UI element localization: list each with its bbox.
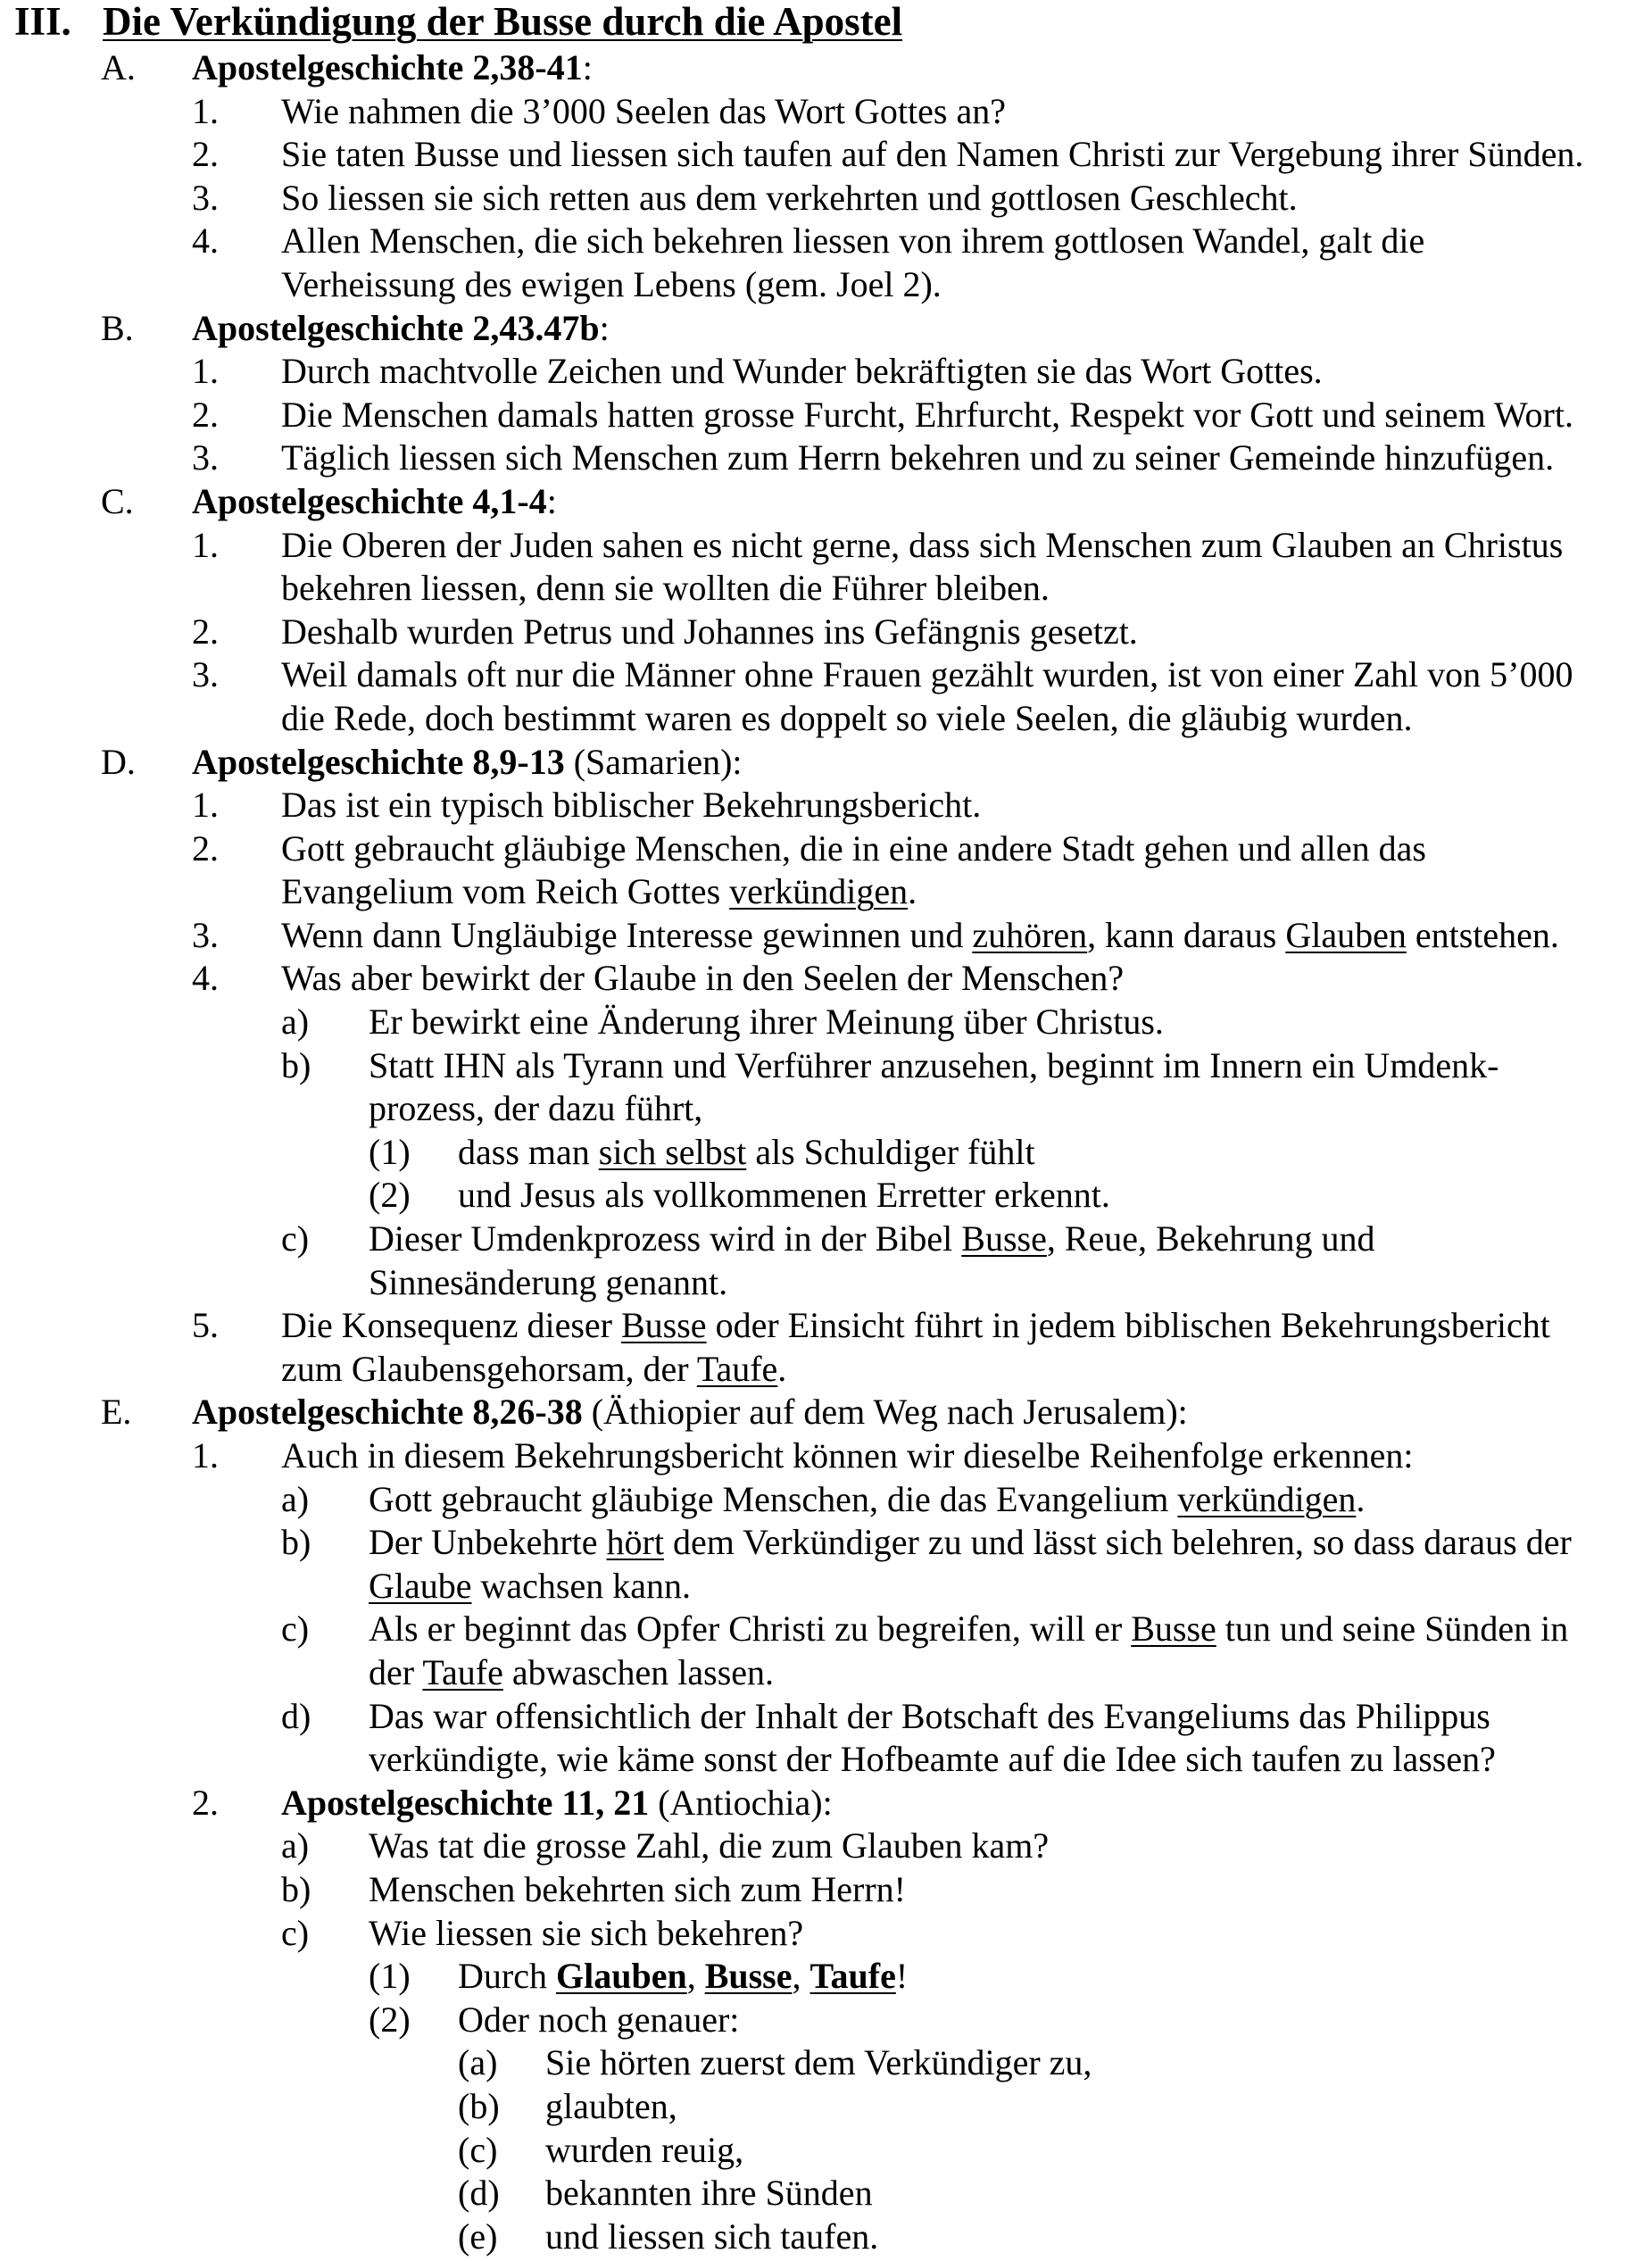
outline-marker: (c) [458, 2129, 498, 2170]
outline-marker: D. [101, 741, 136, 782]
text-run: , Reue, Bekehrung und [1046, 1218, 1375, 1259]
outline-marker: E. [101, 1392, 132, 1433]
outline-text [281, 1434, 1414, 1478]
bold-reference: Glauben [555, 1956, 687, 1997]
outline-list [0, 46, 1652, 2258]
outline-text [458, 1955, 908, 1999]
outline-marker: c) [281, 1912, 310, 1953]
text-run: Er bewirkt eine Änderung ihrer Meinung über Christus. [369, 1002, 1164, 1043]
text-run: glaubten, [545, 2085, 677, 2126]
outline-text [545, 2129, 743, 2173]
outline-line [0, 1218, 1652, 1261]
text-run: die Rede, doch bestimmt waren es doppelt so viele Seelen, die gläubig wurden. [281, 697, 1413, 738]
underlined-word: verkündigen [729, 871, 909, 912]
outline-marker: B. [101, 307, 134, 348]
underlined-word: Taufe [422, 1651, 503, 1692]
text-run: Statt IHN als Tyrann und Verführer anzusehen, beginnt im Innern ein Umdenk- [369, 1044, 1499, 1085]
outline-text [369, 1868, 906, 1912]
outline-line [0, 1825, 1652, 1868]
underlined-word: Glaube [369, 1565, 472, 1606]
outline-marker: 1. [192, 351, 219, 392]
outline-line [0, 524, 1652, 568]
text-run: (Samarien): [564, 741, 743, 782]
outline-text [281, 1304, 1550, 1348]
outline-marker: 3. [192, 914, 219, 955]
outline-text [369, 1044, 1499, 1088]
text-run: abwaschen lassen. [502, 1651, 775, 1692]
outline-text [545, 2041, 1092, 2085]
outline-line [0, 2085, 1652, 2129]
text-run: Gott gebraucht gläubige Menschen, die das Evangelium [369, 1478, 1178, 1519]
text-run: , [792, 1956, 810, 1997]
outline-line [0, 957, 1652, 1001]
outline-marker: c) [281, 1218, 310, 1259]
text-run: ! [895, 1956, 909, 1997]
outline-text [281, 567, 1050, 611]
outline-line [0, 1131, 1652, 1175]
text-run: zum Glaubensgehorsam, der [281, 1348, 697, 1389]
outline-line [0, 1348, 1652, 1392]
text-run: wachsen kann. [471, 1565, 691, 1606]
outline-line [0, 1261, 1652, 1305]
bold-reference: Busse [704, 1956, 793, 1997]
outline-marker: a) [281, 1478, 310, 1519]
outline-text [192, 480, 557, 524]
outline-marker: b) [281, 1522, 311, 1563]
outline-text [369, 1695, 1490, 1739]
outline-marker: (1) [369, 1131, 411, 1172]
outline-line [0, 741, 1652, 785]
outline-marker: 3. [192, 654, 219, 695]
outline-text [369, 1521, 1572, 1565]
outline-text [192, 1391, 1188, 1434]
outline-line [0, 1608, 1652, 1651]
underlined-word: Busse [620, 1305, 707, 1346]
text-run: verkündigte, wie käme sonst der Hofbeamte auf die Idee sich taufen zu lassen? [369, 1739, 1496, 1780]
outline-line [0, 1001, 1652, 1044]
outline-line [0, 46, 1652, 90]
text-run: Die Oberen der Juden sahen es nicht gerne, dass sich Menschen zum Glauben an Christus [281, 524, 1564, 565]
underlined-word: hört [606, 1522, 664, 1563]
outline-line [0, 436, 1652, 480]
text-run: Sinnesänderung genannt. [369, 1261, 728, 1302]
bold-reference: Taufe [809, 1956, 896, 1997]
outline-line [0, 2215, 1652, 2259]
outline-text [281, 697, 1412, 741]
text-run: : [582, 47, 593, 87]
text-run: Durch machtvolle Zeichen und Wunder bekräftigten sie das Wort Gottes. [281, 351, 1323, 392]
outline-text [281, 870, 917, 914]
outline-line [0, 480, 1652, 524]
outline-text [545, 2172, 873, 2215]
outline-text [281, 1348, 786, 1392]
text-run: . [908, 871, 917, 912]
text-run: Wenn dann Ungläubige Interesse gewinnen und [281, 914, 973, 955]
outline-marker: (b) [458, 2085, 500, 2126]
underlined-word: Taufe [696, 1348, 778, 1389]
outline-marker: (e) [458, 2215, 498, 2257]
outline-text [369, 1651, 774, 1695]
outline-line [0, 1868, 1652, 1912]
text-run: entstehen. [1406, 914, 1559, 955]
text-run: Evangelium vom Reich Gottes [281, 871, 730, 912]
outline-text [281, 350, 1323, 394]
text-run: Oder noch genauer: [458, 1999, 740, 2040]
outline-text [369, 1825, 1049, 1868]
text-run: : [546, 480, 557, 521]
text-run: bekehren liessen, denn sie wollten die Führer bleiben. [281, 568, 1050, 609]
bold-reference: Apostelgeschichte 4,1-4 [192, 480, 547, 521]
outline-marker: 2. [192, 1782, 219, 1823]
outline-line [0, 1087, 1652, 1131]
outline-marker: 2. [192, 134, 219, 175]
outline-text [281, 784, 981, 827]
outline-line [0, 1478, 1652, 1522]
outline-text [369, 1608, 1568, 1651]
text-run: Dieser Umdenkprozess wird in der Bibel [369, 1218, 962, 1259]
outline-line [0, 784, 1652, 827]
text-run: Das war offensichtlich der Inhalt der Botschaft des Evangeliums das Philippus [369, 1695, 1490, 1736]
outline-marker: 1. [192, 90, 219, 131]
outline-marker: 1. [192, 1435, 219, 1475]
outline-marker: b) [281, 1044, 311, 1085]
outline-line [0, 220, 1652, 263]
bold-reference: Apostelgeschichte 11, 21 [281, 1782, 650, 1823]
text-run: Was aber bewirkt der Glaube in den Seelen der Menschen? [281, 958, 1125, 999]
underlined-word: zuhören [972, 914, 1088, 955]
text-run: : [599, 307, 610, 348]
text-run: Menschen bekehrten sich zum Herrn! [369, 1868, 906, 1909]
outline-text [281, 957, 1124, 1001]
outline-text [281, 90, 1006, 134]
outline-text [369, 1218, 1375, 1261]
outline-line [0, 697, 1652, 741]
outline-text [369, 1738, 1496, 1782]
outline-marker: 3. [192, 437, 219, 478]
text-run: als Schuldiger fühlt [746, 1131, 1035, 1172]
text-run: wurden reuig, [545, 2129, 744, 2170]
outline-text [281, 177, 1298, 220]
outline-marker: 2. [192, 827, 219, 869]
outline-marker: 4. [192, 958, 219, 999]
outline-line [0, 177, 1652, 220]
outline-marker: A. [101, 47, 136, 87]
text-run: Gott gebraucht gläubige Menschen, die in eine andere Stadt gehen und allen das [281, 827, 1426, 869]
outline-line [0, 1391, 1652, 1434]
text-run: Sie taten Busse und liessen sich taufen auf den Namen Christi zur Vergebung ihrer Sünden. [281, 134, 1584, 175]
text-run: . [1356, 1478, 1366, 1519]
text-run: und liessen sich taufen. [545, 2215, 879, 2257]
bold-reference: Apostelgeschichte 8,9-13 [192, 741, 565, 782]
text-run: So liessen sie sich retten aus dem verkehrten und gottlosen Geschlecht. [281, 177, 1298, 218]
outline-marker: (a) [458, 2042, 498, 2083]
underlined-word: Glauben [1285, 914, 1407, 955]
outline-text [369, 1001, 1164, 1044]
bold-reference: Apostelgeschichte 2,43.47b [192, 307, 600, 348]
outline-line [0, 1174, 1652, 1218]
text-run: Der Unbekehrte [369, 1522, 607, 1563]
outline-marker: 5. [192, 1305, 219, 1346]
outline-text [281, 394, 1573, 437]
underlined-word: verkündigen [1177, 1478, 1357, 1519]
outline-line [0, 1044, 1652, 1088]
text-run: Die Menschen damals hatten grosse Furcht, Ehrfurcht, Respekt vor Gott und seinem Wort. [281, 394, 1573, 435]
outline-marker: (2) [369, 1175, 411, 1216]
text-run: dem Verkündiger zu und lässt sich belehren, so dass daraus der [663, 1522, 1572, 1563]
outline-marker: 3. [192, 177, 219, 218]
outline-marker: 1. [192, 785, 219, 826]
outline-text [369, 1565, 691, 1608]
text-run: Auch in diesem Bekehrungsbericht können wir dieselbe Reihenfolge erkennen: [281, 1435, 1414, 1475]
outline-line [0, 307, 1652, 351]
outline-line [0, 653, 1652, 697]
outline-line [0, 827, 1652, 871]
text-run: Deshalb wurden Petrus und Johannes ins Gefängnis gesetzt. [281, 611, 1138, 652]
outline-marker: C. [101, 480, 134, 521]
text-run: der [369, 1651, 423, 1692]
outline-line [0, 611, 1652, 654]
text-run: Die Konsequenz dieser [281, 1305, 621, 1346]
outline-marker: c) [281, 1608, 310, 1650]
outline-marker: 2. [192, 394, 219, 435]
section-number: III. [14, 0, 71, 44]
outline-line [0, 2041, 1652, 2085]
outline-line [0, 1521, 1652, 1565]
text-run: Allen Menschen, die sich bekehren liessen von ihrem gottlosen Wandel, galt die [281, 220, 1425, 262]
text-run: , kann daraus [1087, 914, 1286, 955]
outline-text [369, 1478, 1365, 1522]
outline-line [0, 1695, 1652, 1739]
outline-text [369, 1087, 702, 1131]
outline-line [0, 133, 1652, 177]
outline-line [0, 1304, 1652, 1348]
outline-line [0, 1738, 1652, 1782]
outline-marker: b) [281, 1868, 311, 1909]
outline-text [281, 220, 1424, 263]
outline-marker: (1) [369, 1956, 411, 1997]
outline-line [0, 2172, 1652, 2215]
bold-reference: Apostelgeschichte 8,26-38 [192, 1392, 583, 1433]
outline-text [369, 1912, 803, 1956]
outline-line [0, 394, 1652, 437]
outline-text [545, 2085, 677, 2129]
outline-marker: (d) [458, 2173, 500, 2214]
outline-marker: d) [281, 1695, 311, 1736]
bold-reference: Apostelgeschichte 2,38-41 [192, 47, 583, 87]
outline-text [545, 2215, 878, 2259]
text-run: Wie liessen sie sich bekehren? [369, 1912, 804, 1953]
outline-line [0, 350, 1652, 394]
outline-text [192, 46, 593, 90]
outline-line [0, 914, 1652, 958]
outline-text [281, 263, 942, 307]
text-run: bekannten ihre Sünden [545, 2173, 873, 2214]
text-run: prozess, der dazu führt, [369, 1088, 703, 1129]
outline-marker: a) [281, 1002, 310, 1043]
text-run: Täglich liessen sich Menschen zum Herrn bekehren und zu seiner Gemeinde hinzufügen. [281, 437, 1555, 478]
text-run: Das ist ein typisch biblischer Bekehrungsbericht. [281, 785, 982, 826]
outline-line [0, 90, 1652, 134]
section-title-text: Die Verkündigung der Busse durch die Apostel [103, 0, 903, 44]
outline-text [281, 827, 1426, 871]
outline-text [281, 436, 1554, 480]
section-title [103, 0, 902, 44]
outline-marker: a) [281, 1825, 310, 1866]
outline-text [192, 741, 743, 785]
outline-text [192, 307, 610, 351]
outline-marker: 1. [192, 524, 219, 565]
outline-text [458, 1131, 1035, 1175]
text-run: Als er beginnt das Opfer Christi zu begreifen, will er [369, 1608, 1132, 1650]
text-run: Wie nahmen die 3’000 Seelen das Wort Gottes an? [281, 90, 1006, 131]
text-run: Sie hörten zuerst dem Verkündiger zu, [545, 2042, 1092, 2083]
text-run: und Jesus als vollkommenen Erretter erkennt. [458, 1175, 1110, 1216]
outline-line [0, 1565, 1652, 1608]
outline-line [0, 263, 1652, 307]
underlined-word: Busse [1131, 1608, 1216, 1650]
outline-line [0, 1955, 1652, 1999]
outline-text [458, 1174, 1110, 1218]
outline-line [0, 1782, 1652, 1825]
outline-line [0, 1434, 1652, 1478]
text-run: Was tat die grosse Zahl, die zum Glauben kam? [369, 1825, 1050, 1866]
underlined-word: sich selbst [598, 1131, 747, 1172]
underlined-word: Busse [961, 1218, 1047, 1259]
text-run: dass man [458, 1131, 599, 1172]
outline-text [281, 914, 1559, 958]
outline-text [458, 1999, 739, 2042]
text-run: Weil damals oft nur die Männer ohne Frauen gezählt wurden, ist von einer Zahl von 5’000 [281, 654, 1573, 695]
text-run: tun und seine Sünden in [1216, 1608, 1569, 1650]
outline-line [0, 567, 1652, 611]
text-run: . [777, 1348, 787, 1389]
text-run: Verheissung des ewigen Lebens (gem. Joel 2). [281, 263, 942, 304]
text-run: Durch [458, 1956, 556, 1997]
outline-marker: 4. [192, 220, 219, 262]
outline-line [0, 2129, 1652, 2173]
outline-marker: 2. [192, 611, 219, 652]
outline-line [0, 1912, 1652, 1956]
outline-text [281, 653, 1573, 697]
text-run: , [686, 1956, 705, 1997]
text-run: oder Einsicht führt in jedem biblischen Bekehrungsbericht [706, 1305, 1550, 1346]
outline-line [0, 870, 1652, 914]
section-heading [0, 0, 1652, 46]
outline-line [0, 1999, 1652, 2042]
text-run: (Antiochia): [649, 1782, 833, 1823]
outline-text [281, 1782, 833, 1825]
outline-line [0, 1651, 1652, 1695]
text-run: (Äthiopier auf dem Weg nach Jerusalem): [582, 1392, 1188, 1433]
outline-marker: (2) [369, 1999, 411, 2040]
outline-text [369, 1261, 727, 1305]
outline-text [281, 133, 1583, 177]
outline-text [281, 524, 1563, 568]
outline-text [281, 611, 1138, 654]
